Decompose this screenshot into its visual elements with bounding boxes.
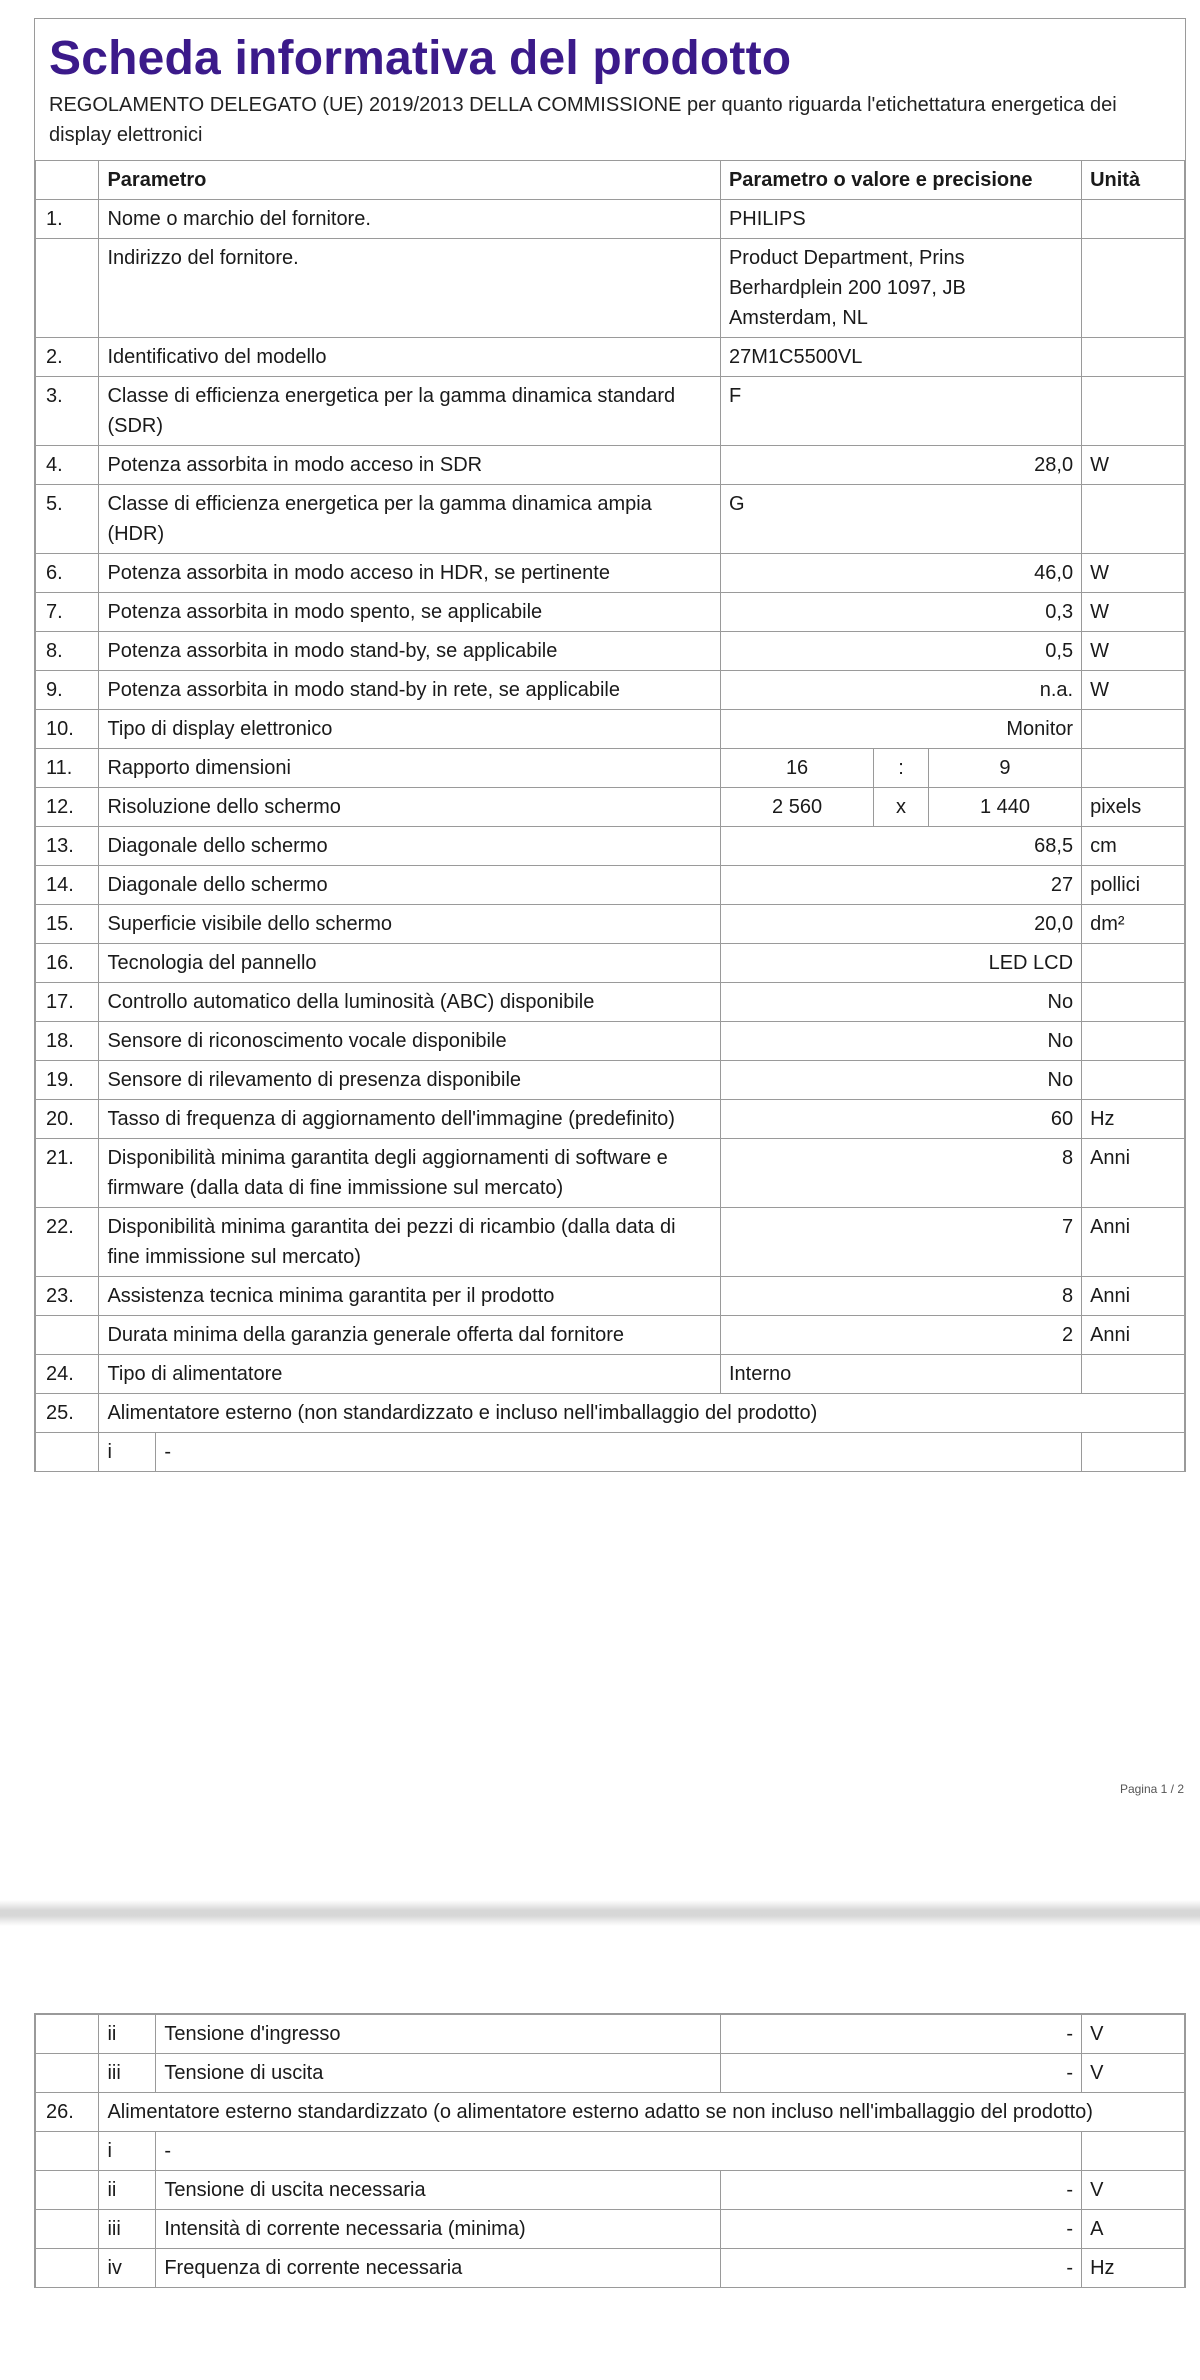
page-number: Pagina 1 / 2	[1119, 1782, 1184, 1796]
row-parameter: Potenza assorbita in modo stand-by in rete, se applicabile	[99, 671, 721, 710]
row-number: 4.	[36, 446, 99, 485]
row-number: 8.	[36, 632, 99, 671]
row-number: 17.	[36, 983, 99, 1022]
row-unit	[1082, 1022, 1185, 1061]
row-number: 7.	[36, 593, 99, 632]
product-sheet-page-2	[34, 2013, 1186, 2288]
row-value: Product Department, Prins Berhardplein 200 1097, JB Amsterdam, NL	[720, 239, 1081, 338]
product-sheet-page-1	[34, 18, 1186, 1472]
row-number: 25.	[36, 1394, 99, 1433]
row-value: No	[720, 1061, 1081, 1100]
row-parameter: Rapporto dimensioni	[99, 749, 721, 788]
row-value: 7	[720, 1208, 1081, 1277]
row-unit: pixels	[1082, 788, 1185, 827]
table-row	[36, 554, 1185, 593]
row-parameter: Controllo automatico della luminosità (ABC) disponibile	[99, 983, 721, 1022]
row-parameter: Diagonale dello schermo	[99, 866, 721, 905]
row-unit	[1082, 983, 1185, 1022]
row-value: n.a.	[720, 671, 1081, 710]
row-value: 2	[720, 1316, 1081, 1355]
table-row	[36, 671, 1185, 710]
table-row: iv Frequenza di corrente necessaria - Hz	[36, 2249, 1185, 2288]
row-value: 20,0	[720, 905, 1081, 944]
table-row	[36, 1208, 1185, 1277]
row-number: 24.	[36, 1355, 99, 1394]
row-unit: Anni	[1082, 1208, 1185, 1277]
row-unit: W	[1082, 593, 1185, 632]
row-unit: W	[1082, 554, 1185, 593]
table-row	[36, 866, 1185, 905]
row-value: 27	[720, 866, 1081, 905]
table-row	[36, 1394, 1185, 1433]
row-number: 6.	[36, 554, 99, 593]
row-unit	[1082, 377, 1185, 446]
row-value-b: 9	[928, 749, 1081, 788]
row-value: 60	[720, 1100, 1081, 1139]
table-row	[36, 1100, 1185, 1139]
row-parameter: Tasso di frequenza di aggiornamento dell'immagine (predefinito)	[99, 1100, 721, 1139]
row-parameter: Classe di efficienza energetica per la gamma dinamica standard (SDR)	[99, 377, 721, 446]
row-parameter: Potenza assorbita in modo stand-by, se applicabile	[99, 632, 721, 671]
row-parameter: Sensore di rilevamento di presenza disponibile	[99, 1061, 721, 1100]
table-row	[36, 749, 1185, 788]
row-roman: i	[99, 1433, 156, 1472]
row-number: 21.	[36, 1139, 99, 1208]
header-value: Parametro o valore e precisione	[720, 161, 1081, 200]
header-unit: Unità	[1082, 161, 1185, 200]
row-value: PHILIPS	[720, 200, 1081, 239]
row-number: 10.	[36, 710, 99, 749]
row-unit: Hz	[1082, 1100, 1185, 1139]
row-number	[36, 239, 99, 338]
table-row	[36, 710, 1185, 749]
row-unit: W	[1082, 671, 1185, 710]
row-number: 20.	[36, 1100, 99, 1139]
row-number: 22.	[36, 1208, 99, 1277]
row-parameter: Tipo di alimentatore	[99, 1355, 721, 1394]
row-value: 28,0	[720, 446, 1081, 485]
table-row: iii Tensione di uscita - V	[36, 2054, 1185, 2093]
table-row: i -	[36, 2132, 1185, 2171]
table-row: ii Tensione d'ingresso - V	[36, 2015, 1185, 2054]
table-row	[36, 593, 1185, 632]
row-number	[36, 1316, 99, 1355]
row-value: 0,5	[720, 632, 1081, 671]
table-row: iii Intensità di corrente necessaria (minima) - A	[36, 2210, 1185, 2249]
row-unit: Anni	[1082, 1139, 1185, 1208]
row-value: LED LCD	[720, 944, 1081, 983]
row-value: 46,0	[720, 554, 1081, 593]
row-value: 8	[720, 1277, 1081, 1316]
row-value: 27M1C5500VL	[720, 338, 1081, 377]
row-parameter: Diagonale dello schermo	[99, 827, 721, 866]
row-unit	[1082, 1355, 1185, 1394]
header-param: Parametro	[99, 161, 721, 200]
table-row	[36, 1061, 1185, 1100]
row-parameter: Identificativo del modello	[99, 338, 721, 377]
row-unit: dm²	[1082, 905, 1185, 944]
row-unit: W	[1082, 632, 1185, 671]
row-number: 5.	[36, 485, 99, 554]
row-unit: cm	[1082, 827, 1185, 866]
row-value-a: 16	[720, 749, 873, 788]
table-row: 26. Alimentatore esterno standardizzato (o alimentatore esterno adatto se non incluso nell'imballaggio del prodotto)	[36, 2093, 1185, 2132]
row-unit	[1082, 239, 1185, 338]
row-parameter: Assistenza tecnica minima garantita per il prodotto	[99, 1277, 721, 1316]
table-row	[36, 1277, 1185, 1316]
row-parameter: Tipo di display elettronico	[99, 710, 721, 749]
row-value: 8	[720, 1139, 1081, 1208]
row-unit: Anni	[1082, 1316, 1185, 1355]
row-parameter: Alimentatore esterno (non standardizzato e incluso nell'imballaggio del prodotto)	[99, 1394, 1185, 1433]
row-value: No	[720, 983, 1081, 1022]
row-number: 16.	[36, 944, 99, 983]
row-number: 11.	[36, 749, 99, 788]
row-number: 12.	[36, 788, 99, 827]
table-row	[36, 788, 1185, 827]
table-row	[36, 905, 1185, 944]
row-parameter: Potenza assorbita in modo acceso in HDR, se pertinente	[99, 554, 721, 593]
row-parameter: Potenza assorbita in modo acceso in SDR	[99, 446, 721, 485]
row-unit	[1082, 749, 1185, 788]
row-parameter: Disponibilità minima garantita degli aggiornamenti di software e firmware (dalla data di fine immissione sul mercato)	[99, 1139, 721, 1208]
row-parameter: Nome o marchio del fornitore.	[99, 200, 721, 239]
row-unit	[1082, 485, 1185, 554]
row-value: G	[720, 485, 1081, 554]
table-row	[36, 446, 1185, 485]
table-row	[36, 485, 1185, 554]
row-value: Interno	[720, 1355, 1081, 1394]
row-number: 9.	[36, 671, 99, 710]
row-parameter: Indirizzo del fornitore.	[99, 239, 721, 338]
row-value-a: 2 560	[720, 788, 873, 827]
row-number: 13.	[36, 827, 99, 866]
row-number: 3.	[36, 377, 99, 446]
row-unit	[1082, 338, 1185, 377]
row-parameter: Durata minima della garanzia generale offerta dal fornitore	[99, 1316, 721, 1355]
row-value: No	[720, 1022, 1081, 1061]
row-value-sep: x	[874, 788, 929, 827]
table-row	[36, 200, 1185, 239]
product-info-table	[35, 160, 1185, 1472]
row-value: F	[720, 377, 1081, 446]
table-row	[36, 1433, 1185, 1472]
table-row	[36, 338, 1185, 377]
row-number: 2.	[36, 338, 99, 377]
regulation-text: REGOLAMENTO DELEGATO (UE) 2019/2013 DELLA COMMISSIONE per quanto riguarda l'etichettatura energetica dei display elettronici	[49, 94, 1117, 146]
row-number: 15.	[36, 905, 99, 944]
row-number: 1.	[36, 200, 99, 239]
product-info-table-continued	[35, 2014, 1185, 2288]
row-value: -	[156, 1433, 1082, 1472]
row-parameter: Risoluzione dello schermo	[99, 788, 721, 827]
table-row: ii Tensione di uscita necessaria - V	[36, 2171, 1185, 2210]
table-row	[36, 983, 1185, 1022]
table-row	[36, 1139, 1185, 1208]
row-value-b: 1 440	[928, 788, 1081, 827]
row-value: Monitor	[720, 710, 1081, 749]
page-divider	[0, 1900, 1200, 1926]
table-row	[36, 377, 1185, 446]
row-parameter: Tecnologia del pannello	[99, 944, 721, 983]
row-unit: W	[1082, 446, 1185, 485]
row-parameter: Classe di efficienza energetica per la gamma dinamica ampia (HDR)	[99, 485, 721, 554]
row-unit	[1082, 200, 1185, 239]
page-title: Scheda informativa del prodotto	[49, 32, 792, 85]
table-row	[36, 1022, 1185, 1061]
table-row	[36, 827, 1185, 866]
table-row	[36, 1355, 1185, 1394]
row-unit: pollici	[1082, 866, 1185, 905]
row-unit	[1082, 1061, 1185, 1100]
row-unit: Anni	[1082, 1277, 1185, 1316]
table-row	[36, 632, 1185, 671]
table-header-row	[36, 161, 1185, 200]
row-parameter: Superficie visibile dello schermo	[99, 905, 721, 944]
row-value: 0,3	[720, 593, 1081, 632]
row-parameter: Potenza assorbita in modo spento, se applicabile	[99, 593, 721, 632]
row-number: 19.	[36, 1061, 99, 1100]
table-row	[36, 944, 1185, 983]
row-value-sep: :	[874, 749, 929, 788]
row-number: 18.	[36, 1022, 99, 1061]
row-parameter: Disponibilità minima garantita dei pezzi di ricambio (dalla data di fine immissione sul mercato)	[99, 1208, 721, 1277]
table-row	[36, 239, 1185, 338]
row-value: 68,5	[720, 827, 1081, 866]
row-parameter: Sensore di riconoscimento vocale disponibile	[99, 1022, 721, 1061]
table-row	[36, 1316, 1185, 1355]
row-number: 23.	[36, 1277, 99, 1316]
row-unit	[1082, 944, 1185, 983]
row-number: 14.	[36, 866, 99, 905]
row-unit	[1082, 710, 1185, 749]
